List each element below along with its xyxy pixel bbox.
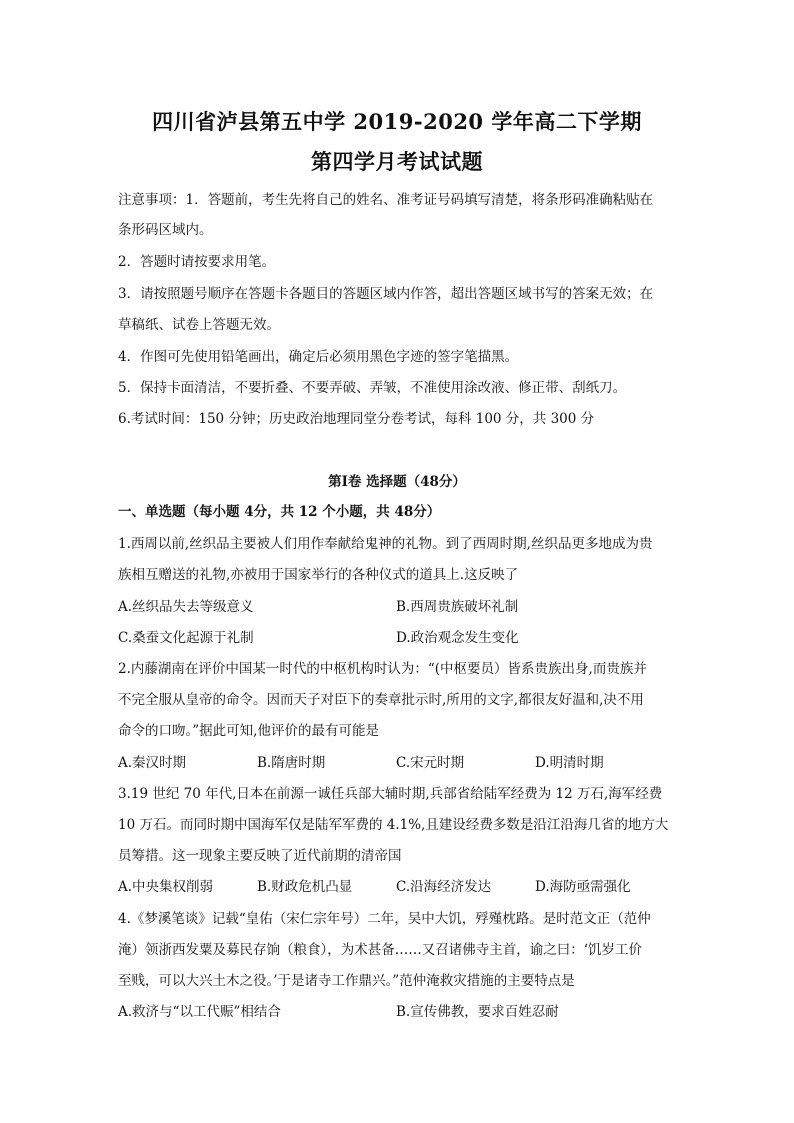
question-2-line: 命令的口吻。”据此可知,他评价的最有可能是 — [118, 723, 379, 739]
question-1-option-b: B.西周贵族破坏礼制 — [396, 599, 519, 615]
question-4-line: 4.《梦溪笔谈》记载“皇佑（宋仁宗年号）二年，吴中大饥，殍殣枕路。是时范文正（范仲 — [118, 911, 651, 927]
question-1-option-a: A.丝织品失去等级意义 — [118, 599, 254, 615]
note-line: 4．作图可先使用铅笔画出，确定后必须用黑色字迹的签字笔描黑。 — [118, 349, 519, 365]
exam-title-line2: 第四学月考试试题 — [311, 149, 483, 174]
question-3-option-d: D.海防亟需强化 — [535, 879, 631, 895]
note-line: 草稿纸、试卷上答题无效。 — [118, 317, 280, 333]
question-2-option-b: B.隋唐时期 — [257, 755, 326, 771]
question-1-option-d: D.政治观念发生变化 — [396, 630, 519, 646]
question-3-line: 员筹措。这一现象主要反映了近代前期的清帝国 — [118, 848, 402, 864]
question-1-line: 族相互赠送的礼物,亦被用于国家举行的各种仪式的道具上.这反映了 — [118, 567, 519, 583]
question-2-line: 不完全服从皇帝的命令。因而天子对臣下的奏章批示时,所用的文字,都很友好温和,决不用 — [118, 692, 644, 708]
question-2-option-c: C.宋元时期 — [396, 755, 465, 771]
note-line: 注意事项：1．答题前，考生先将自己的姓名、准考证号码填写清楚，将条形码准确粘贴在 — [118, 192, 654, 208]
question-3-option-b: B.财政危机凸显 — [257, 879, 353, 895]
question-2-option-d: D.明清时期 — [535, 755, 604, 771]
section-title: 第Ⅰ卷 选择题（48分） — [328, 474, 466, 490]
question-1-line: 1.西周以前,丝织品主要被人们用作奉献给鬼神的礼物。到了西周时期,丝织品更多地成为贵 — [118, 536, 653, 552]
question-3-line: 10 万石。而同时期中国海军仅是陆军军费的 4.1%,且建设经费多数是沿江沿海几省的地方大 — [118, 817, 669, 833]
exam-title-line1: 四川省泸县第五中学 2019-2020 学年高二下学期 — [152, 109, 642, 134]
section-subtitle: 一、单选题（每小题 4分，共 12 个小题，共 48分） — [118, 504, 441, 520]
question-3-option-a: A.中央集权削弱 — [118, 879, 214, 895]
note-line: 3．请按照题号顺序在答题卡各题目的答题区域内作答，超出答题区域书写的答案无效；在 — [118, 286, 654, 302]
question-1-option-c: C.桑蚕文化起源于礼制 — [118, 630, 254, 646]
note-line: 5．保持卡面清洁，不要折叠、不要弄破、弄皱，不准使用涂改液、修正带、刮纸刀。 — [118, 380, 627, 396]
question-4-option-b: B.宣传佛教，要求百姓忍耐 — [396, 1004, 559, 1020]
question-3-line: 3.19 世纪 70 年代,日本在前源一诚任兵部大辅时期,兵部省给陆军经费为 12 万石,海军经费 — [118, 786, 663, 802]
note-line: 2．答题时请按要求用笔。 — [118, 254, 276, 270]
note-line: 6.考试时间：150 分钟；历史政治地理同堂分卷考试，每科 100 分，共 300 分 — [118, 411, 595, 427]
question-2-option-a: A.秦汉时期 — [118, 755, 187, 771]
question-4-option-a: A.救济与“以工代赈”相结合 — [118, 1004, 281, 1020]
question-4-line: 淹）领浙西发粟及募民存饷（粮食），为术甚备……又召诸佛寺主首，谕之曰：‘饥岁工价 — [118, 942, 643, 958]
note-line: 条形码区域内。 — [118, 222, 213, 238]
question-2-line: 2.内藤湖南在评价中国某一时代的中枢机构时认为：“(中枢要员）皆系贵族出身,而贵族并 — [118, 661, 647, 677]
question-4-line: 至贱，可以大兴土木之役。’于是诸寺工作鼎兴。”范仲淹救灾措施的主要特点是 — [118, 973, 575, 989]
question-3-option-c: C.沿海经济发达 — [396, 879, 492, 895]
